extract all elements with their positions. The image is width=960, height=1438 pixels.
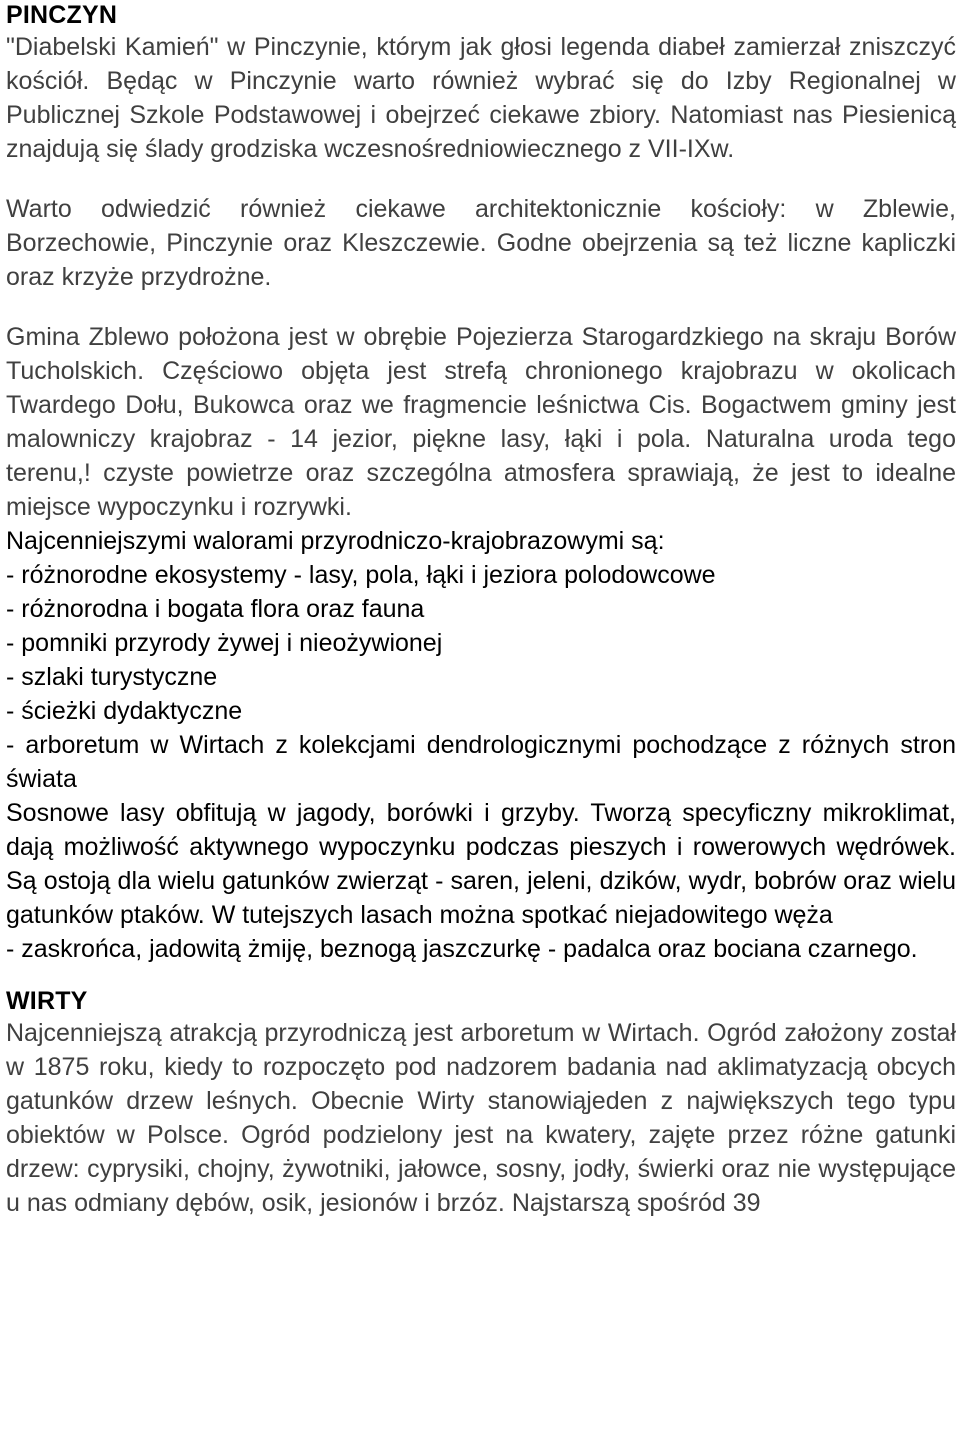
list-item: - pomniki przyrody żywej i nieożywionej xyxy=(6,629,443,657)
paragraph-arboretum: Najcenniejszą atrakcją przyrodniczą jest arboretum w Wirtach. Ogród założony został w 1875 roku, kiedy to rozpoczęto pod nadzorem badania nad aklimatyzacją obcych gatunków drzew leśnych. Obecnie Wirty stanowiąjeden z największych tego typu obiektów w Polsce. Ogród podzielony jest na kwatery, zajęte przez różne gatunki drzew: cyprysiki, chojny, żywotniki, jałowce, sosny, jodły, świerki oraz nie występujące u nas odmiany dębów, osik, jesionów i brzóz. Najstarszą spośród 39 xyxy=(6,1019,956,1217)
list-item: - ścieżki dydaktyczne xyxy=(6,697,243,725)
walory-list xyxy=(6,558,956,796)
paragraph-koscioly: Warto odwiedzić również ciekawe architektonicznie kościoły: w Zblewie, Borzechowie, Pinczynie oraz Kleszczewie. Godne obejrzenia są też liczne kapliczki oraz krzyże przydrożne. xyxy=(6,195,956,291)
paragraph-zaskroniec: - zaskrońca, jadowitą żmiję, beznogą jaszczurkę - padalca oraz bociana czarnego. xyxy=(6,935,918,963)
section-heading-pinczyn: PINCZYN xyxy=(6,1,118,29)
paragraph-diabelski-kamien: "Diabelski Kamień" w Pinczynie, którym jak głosi legenda diabeł zamierzał zniszczyć kościół. Będąc w Pinczynie warto również wybrać się do Izby Regionalnej w Publicznej Szkole Podstawowej i obejrzeć ciekawe zbiory. Natomiast nas Piesienicą znajdują się ślady grodziska wczesnośredniowiecznego z VII-IXw. xyxy=(6,33,956,163)
paragraph-gap xyxy=(6,294,956,320)
list-item: - arboretum w Wirtach z kolekcjami dendrologicznymi pochodzące z różnych stron świata xyxy=(6,731,956,793)
list-item: - różnorodne ekosystemy - lasy, pola, łąki i jeziora polodowcowe xyxy=(6,561,716,589)
list-item: - różnorodna i bogata flora oraz fauna xyxy=(6,595,425,623)
paragraph-sosnowe-lasy: Sosnowe lasy obfitują w jagody, borówki i grzyby. Tworzą specyficzny mikroklimat, dają możliwość aktywnego wypoczynku podczas pieszych i rowerowych wędrówek. Są ostoją dla wielu gatunków zwierząt - saren, jeleni, dzików, wydr, bobrów oraz wielu gatunków ptaków. W tutejszych lasach można spotkać niejadowitego węża xyxy=(6,799,956,929)
document-page xyxy=(6,0,956,1220)
section-heading-wirty: WIRTY xyxy=(6,987,88,1015)
list-intro: Najcenniejszymi walorami przyrodniczo-krajobrazowymi są: xyxy=(6,527,665,555)
section-gap xyxy=(6,966,956,986)
paragraph-gmina-zblewo: Gmina Zblewo położona jest w obrębie Pojezierza Starogardzkiego na skraju Borów Tucholskich. Częściowo objęta jest strefą chronionego krajobrazu w okolicach Twardego Dołu, Bukowca oraz we fragmencie leśnictwa Cis. Bogactwem gminy jest malowniczy krajobraz - 14 jezior, piękne lasy, łąki i pola. Naturalna uroda tego terenu,! czyste powietrze oraz szczególna atmosfera sprawiają, że jest to idealne miejsce wypoczynku i rozrywki. xyxy=(6,323,956,521)
paragraph-gap xyxy=(6,166,956,192)
list-item: - szlaki turystyczne xyxy=(6,663,218,691)
